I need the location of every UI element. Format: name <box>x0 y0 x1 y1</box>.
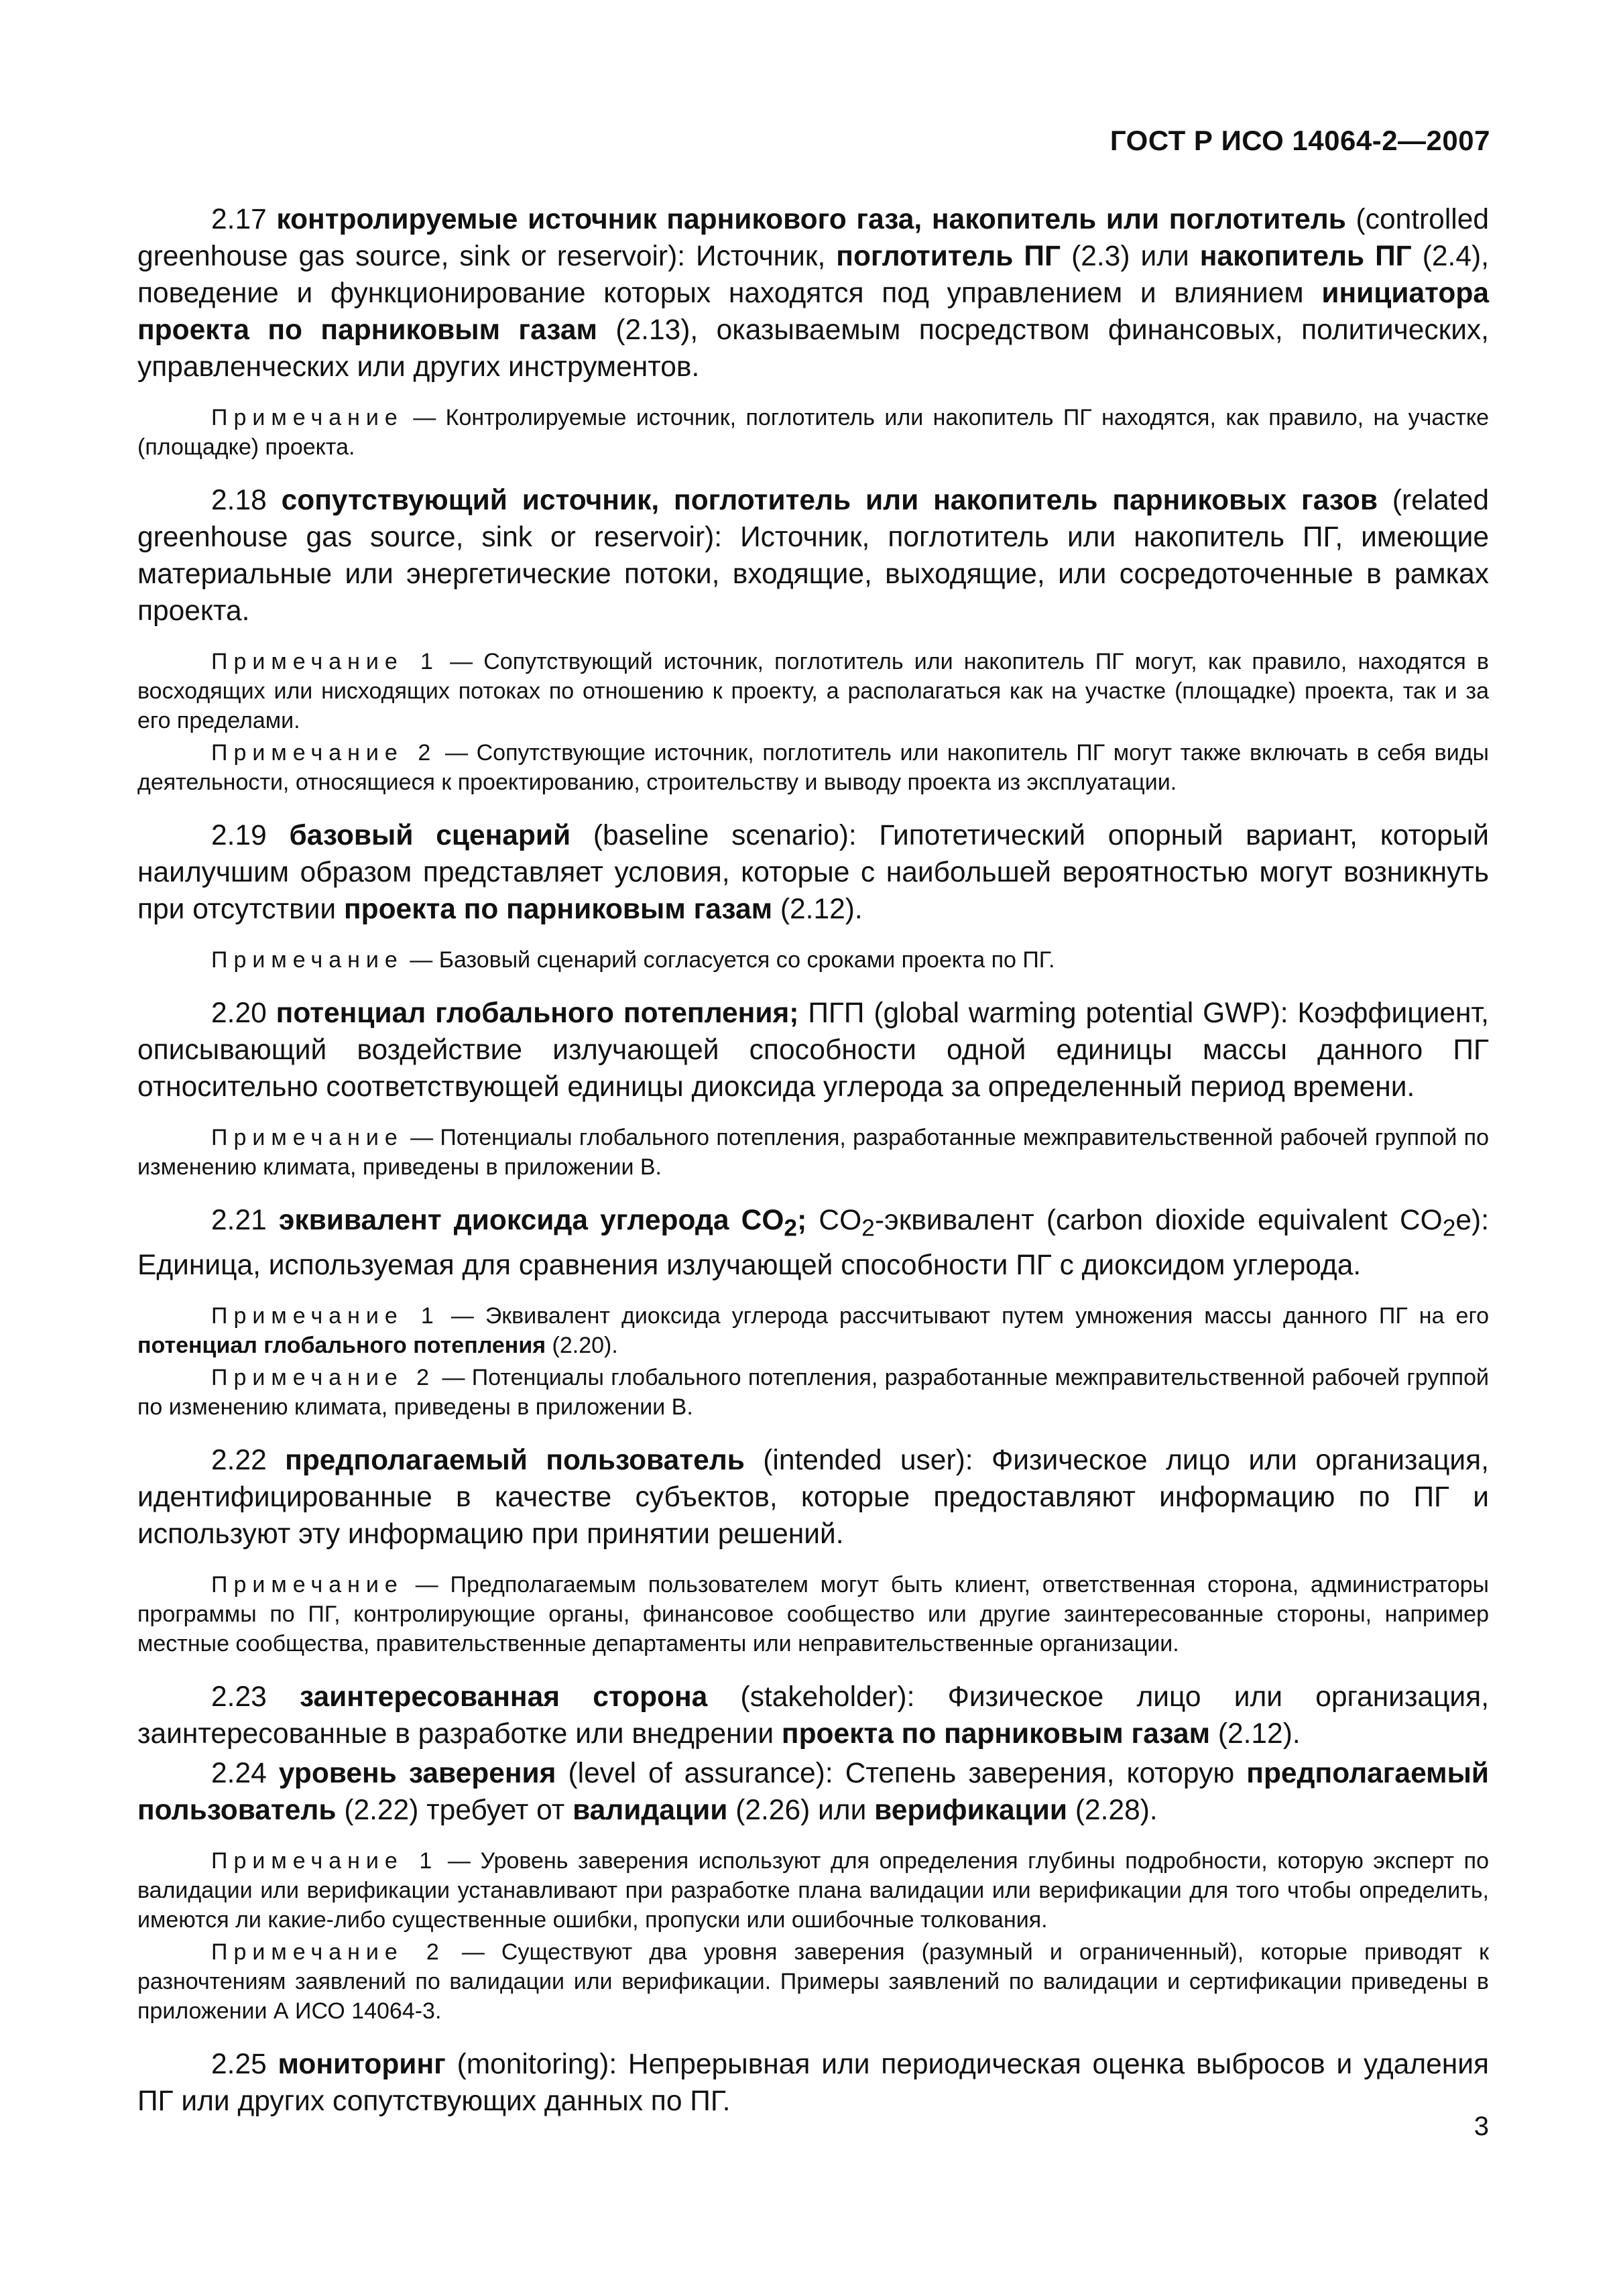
term-2-18 <box>137 482 1489 629</box>
term-title: базовый сценарий <box>289 820 571 851</box>
cross-ref: верификации <box>874 1794 1068 1826</box>
term-2-24 <box>137 1755 1489 1829</box>
cross-ref: потенциал глобального потепления <box>137 1332 546 1358</box>
term-text: (2.12). <box>772 894 863 925</box>
term-text: (2.26) или <box>727 1794 875 1826</box>
note-label: Примечание 1 <box>211 1303 440 1329</box>
term-number: 2.22 <box>211 1444 286 1476</box>
note-2-21-1 <box>137 1301 1489 1360</box>
note-2-24-2 <box>137 1937 1489 2026</box>
note-text: — Сопутствующий источник, поглотитель или накопитель ПГ могут, как правило, находятся в восходящих или нисходящих потоках по отношению к проекту, а располагаться как на участке (площадке) проекта, так и за его пределами. <box>137 649 1489 733</box>
term-text: (2.22) требует от <box>336 1794 573 1826</box>
note-text: (2.20). <box>546 1332 618 1358</box>
term-text: e): Единица, используемая для сравнения излучающей способности ПГ с диоксидом углерода. <box>137 1205 1490 1281</box>
term-2-23 <box>137 1679 1489 1752</box>
term-title: уровень заверения <box>278 1757 556 1789</box>
term-text: (controlled greenhouse gas source, sink or reservoir): Источник, <box>137 204 1489 272</box>
term-title-text: эквивалент диоксида углерода CO <box>278 1205 784 1236</box>
term-text: CO <box>806 1205 862 1236</box>
note-2-22 <box>137 1570 1489 1658</box>
cross-ref: поглотитель ПГ <box>836 241 1061 272</box>
note-label: Примечание <box>211 947 404 973</box>
term-number: 2.19 <box>211 820 290 851</box>
note-label: Примечание 2 <box>211 1939 445 1965</box>
term-text: (2.3) или <box>1061 241 1200 272</box>
note-text: — Потенциалы глобального потепления, разработанные межправительственной рабочей группой по изменению климата, приведены в приложении В. <box>137 1125 1489 1180</box>
term-title: заинтересованная сторона <box>299 1681 708 1713</box>
subscript: 2 <box>1442 1214 1456 1242</box>
term-title: сопутствующий источник, поглотитель или накопитель парниковых газов <box>281 485 1378 516</box>
term-text: (baseline scenario): Гипотетический опорный вариант, который наилучшим образом представляет условия, которые с наибольшей вероятностью могут возникнуть при отсутствии <box>137 820 1490 925</box>
note-label: Примечание <box>211 1571 404 1597</box>
term-text: (related greenhouse gas source, sink or reservoir): Источник, поглотитель или накопитель ПГ, имеющие материальные или энергетические потоки, входящие, выходящие, или сосредоточенные в рамках проекта. <box>137 485 1489 627</box>
term-text: (2.13), оказываемым посредством финансовых, политических, управленческих или других инструментов. <box>137 314 1489 383</box>
term-number: 2.24 <box>211 1757 279 1789</box>
term-text: (monitoring): Непрерывная или периодическая оценка выбросов и удаления ПГ или других сопутствующих данных по ПГ. <box>137 2048 1489 2117</box>
note-text: — Эквивалент диоксида углерода рассчитывают путем умножения массы данного ПГ на его <box>439 1303 1490 1329</box>
note-label: Примечание 1 <box>211 1848 438 1874</box>
note-text: — Уровень заверения используют для определения глубины подробности, которую эксперт по валидации или верификации устанавливают при разработке плана валидации или верификации для того чтобы определить, имеются ли какие-либо существенные ошибки, пропуски или ошибочные толкования. <box>137 1848 1489 1933</box>
note-text: — Сопутствующие источник, поглотитель или накопитель ПГ могут также включать в себя виды деятельности, относящиеся к проектированию, строительству и выводу проекта из эксплуатации. <box>137 740 1489 795</box>
term-number: 2.25 <box>211 2048 278 2080</box>
term-number: 2.18 <box>211 485 282 516</box>
term-2-21 <box>137 1202 1489 1284</box>
term-title: предполагаемый пользователь <box>285 1444 745 1476</box>
note-2-21-2 <box>137 1363 1489 1422</box>
subscript: 2 <box>861 1214 875 1242</box>
subscript: 2 <box>784 1214 798 1242</box>
note-text: — Базовый сценарий согласуется со сроками проекта по ПГ. <box>403 947 1055 973</box>
note-2-19 <box>137 945 1489 975</box>
term-text: (2.12). <box>1210 1717 1301 1750</box>
note-2-24-1 <box>137 1846 1489 1935</box>
term-text: (stakeholder): Физическое лицо или организация, заинтересованные в разработке или внедрении <box>137 1681 1489 1750</box>
standard-designation: ГОСТ Р ИСО 14064-2—2007 <box>1109 125 1490 156</box>
terms-content <box>137 201 1489 2120</box>
note-label: Примечание 2 <box>211 740 437 766</box>
note-label: Примечание <box>211 405 404 430</box>
cross-ref: проекта по парниковым газам <box>781 1717 1211 1750</box>
note-label: Примечание 1 <box>211 649 439 674</box>
term-2-17 <box>137 201 1489 385</box>
term-number: 2.20 <box>211 998 276 1029</box>
note-text: — Предполагаемым пользователем могут быть клиент, ответственная сторона, администраторы программы по ПГ, контролирующие органы, финансовое сообщество или другие заинтересованные стороны, например местные сообщества, правительственные департаменты или неправительственные организации. <box>137 1571 1489 1656</box>
term-text: ПГП (global warming potential GWP): Коэффициент, описывающий воздействие излучающей способности одной единицы массы данного ПГ относительно соответствующей единицы диоксида углерода за определенный период времени. <box>137 998 1489 1103</box>
term-title <box>278 1205 807 1242</box>
term-number: 2.17 <box>211 204 277 235</box>
term-text: (2.28). <box>1067 1794 1158 1826</box>
cross-ref: проекта по парниковым газам <box>343 894 773 925</box>
term-2-22 <box>137 1442 1489 1553</box>
term-2-20 <box>137 995 1489 1105</box>
term-title: контролируемые источник парникового газа, накопитель или поглотитель <box>276 204 1346 235</box>
note-label: Примечание 2 <box>211 1364 436 1390</box>
note-2-17 <box>137 403 1489 462</box>
note-label: Примечание <box>211 1125 404 1150</box>
term-text: (level of assurance): Степень заверения, которую <box>556 1757 1247 1789</box>
term-2-25 <box>137 2046 1489 2120</box>
term-text: (intended user): Физическое лицо или организация, идентифицированные в качестве субъектов, которые предоставляют информацию по ПГ и используют эту информацию при принятии решений. <box>137 1444 1489 1550</box>
term-title: мониторинг <box>278 2048 446 2080</box>
note-text: — Контролируемые источник, поглотитель или накопитель ПГ находятся, как правило, на участке (площадке) проекта. <box>137 405 1489 460</box>
term-number: 2.23 <box>211 1681 300 1713</box>
term-2-19 <box>137 817 1489 928</box>
note-2-18-2 <box>137 738 1489 797</box>
cross-ref: предполагаемый пользователь <box>137 1757 1490 1826</box>
page-number: 3 <box>1474 2112 1489 2141</box>
term-text: (2.4), поведение и функционирование которых находятся под управлением и влиянием <box>137 241 1489 309</box>
term-number: 2.21 <box>211 1205 279 1236</box>
term-title: потенциал глобального потепления; <box>276 998 799 1029</box>
cross-ref: валидации <box>573 1794 728 1826</box>
note-2-20 <box>137 1123 1489 1182</box>
note-text: — Потенциалы глобального потепления, разработанные межправительственной рабочей группой по изменению климата, приведены в приложении В. <box>137 1364 1489 1420</box>
cross-ref: накопитель ПГ <box>1199 241 1412 272</box>
term-text: -эквивалент (carbon dioxide equivalent CO <box>874 1205 1443 1236</box>
note-text: — Существуют два уровня заверения (разумный и ограниченный), которые приводят к разночтениям заявлений по валидации или верификации. Примеры заявлений по валидации и сертификации приведены в приложении А ИСО 14064-3. <box>137 1939 1490 2024</box>
term-title-end: ; <box>797 1205 807 1236</box>
cross-ref: инициатора проекта по парниковым газам <box>137 278 1489 346</box>
note-2-18-1 <box>137 647 1489 735</box>
